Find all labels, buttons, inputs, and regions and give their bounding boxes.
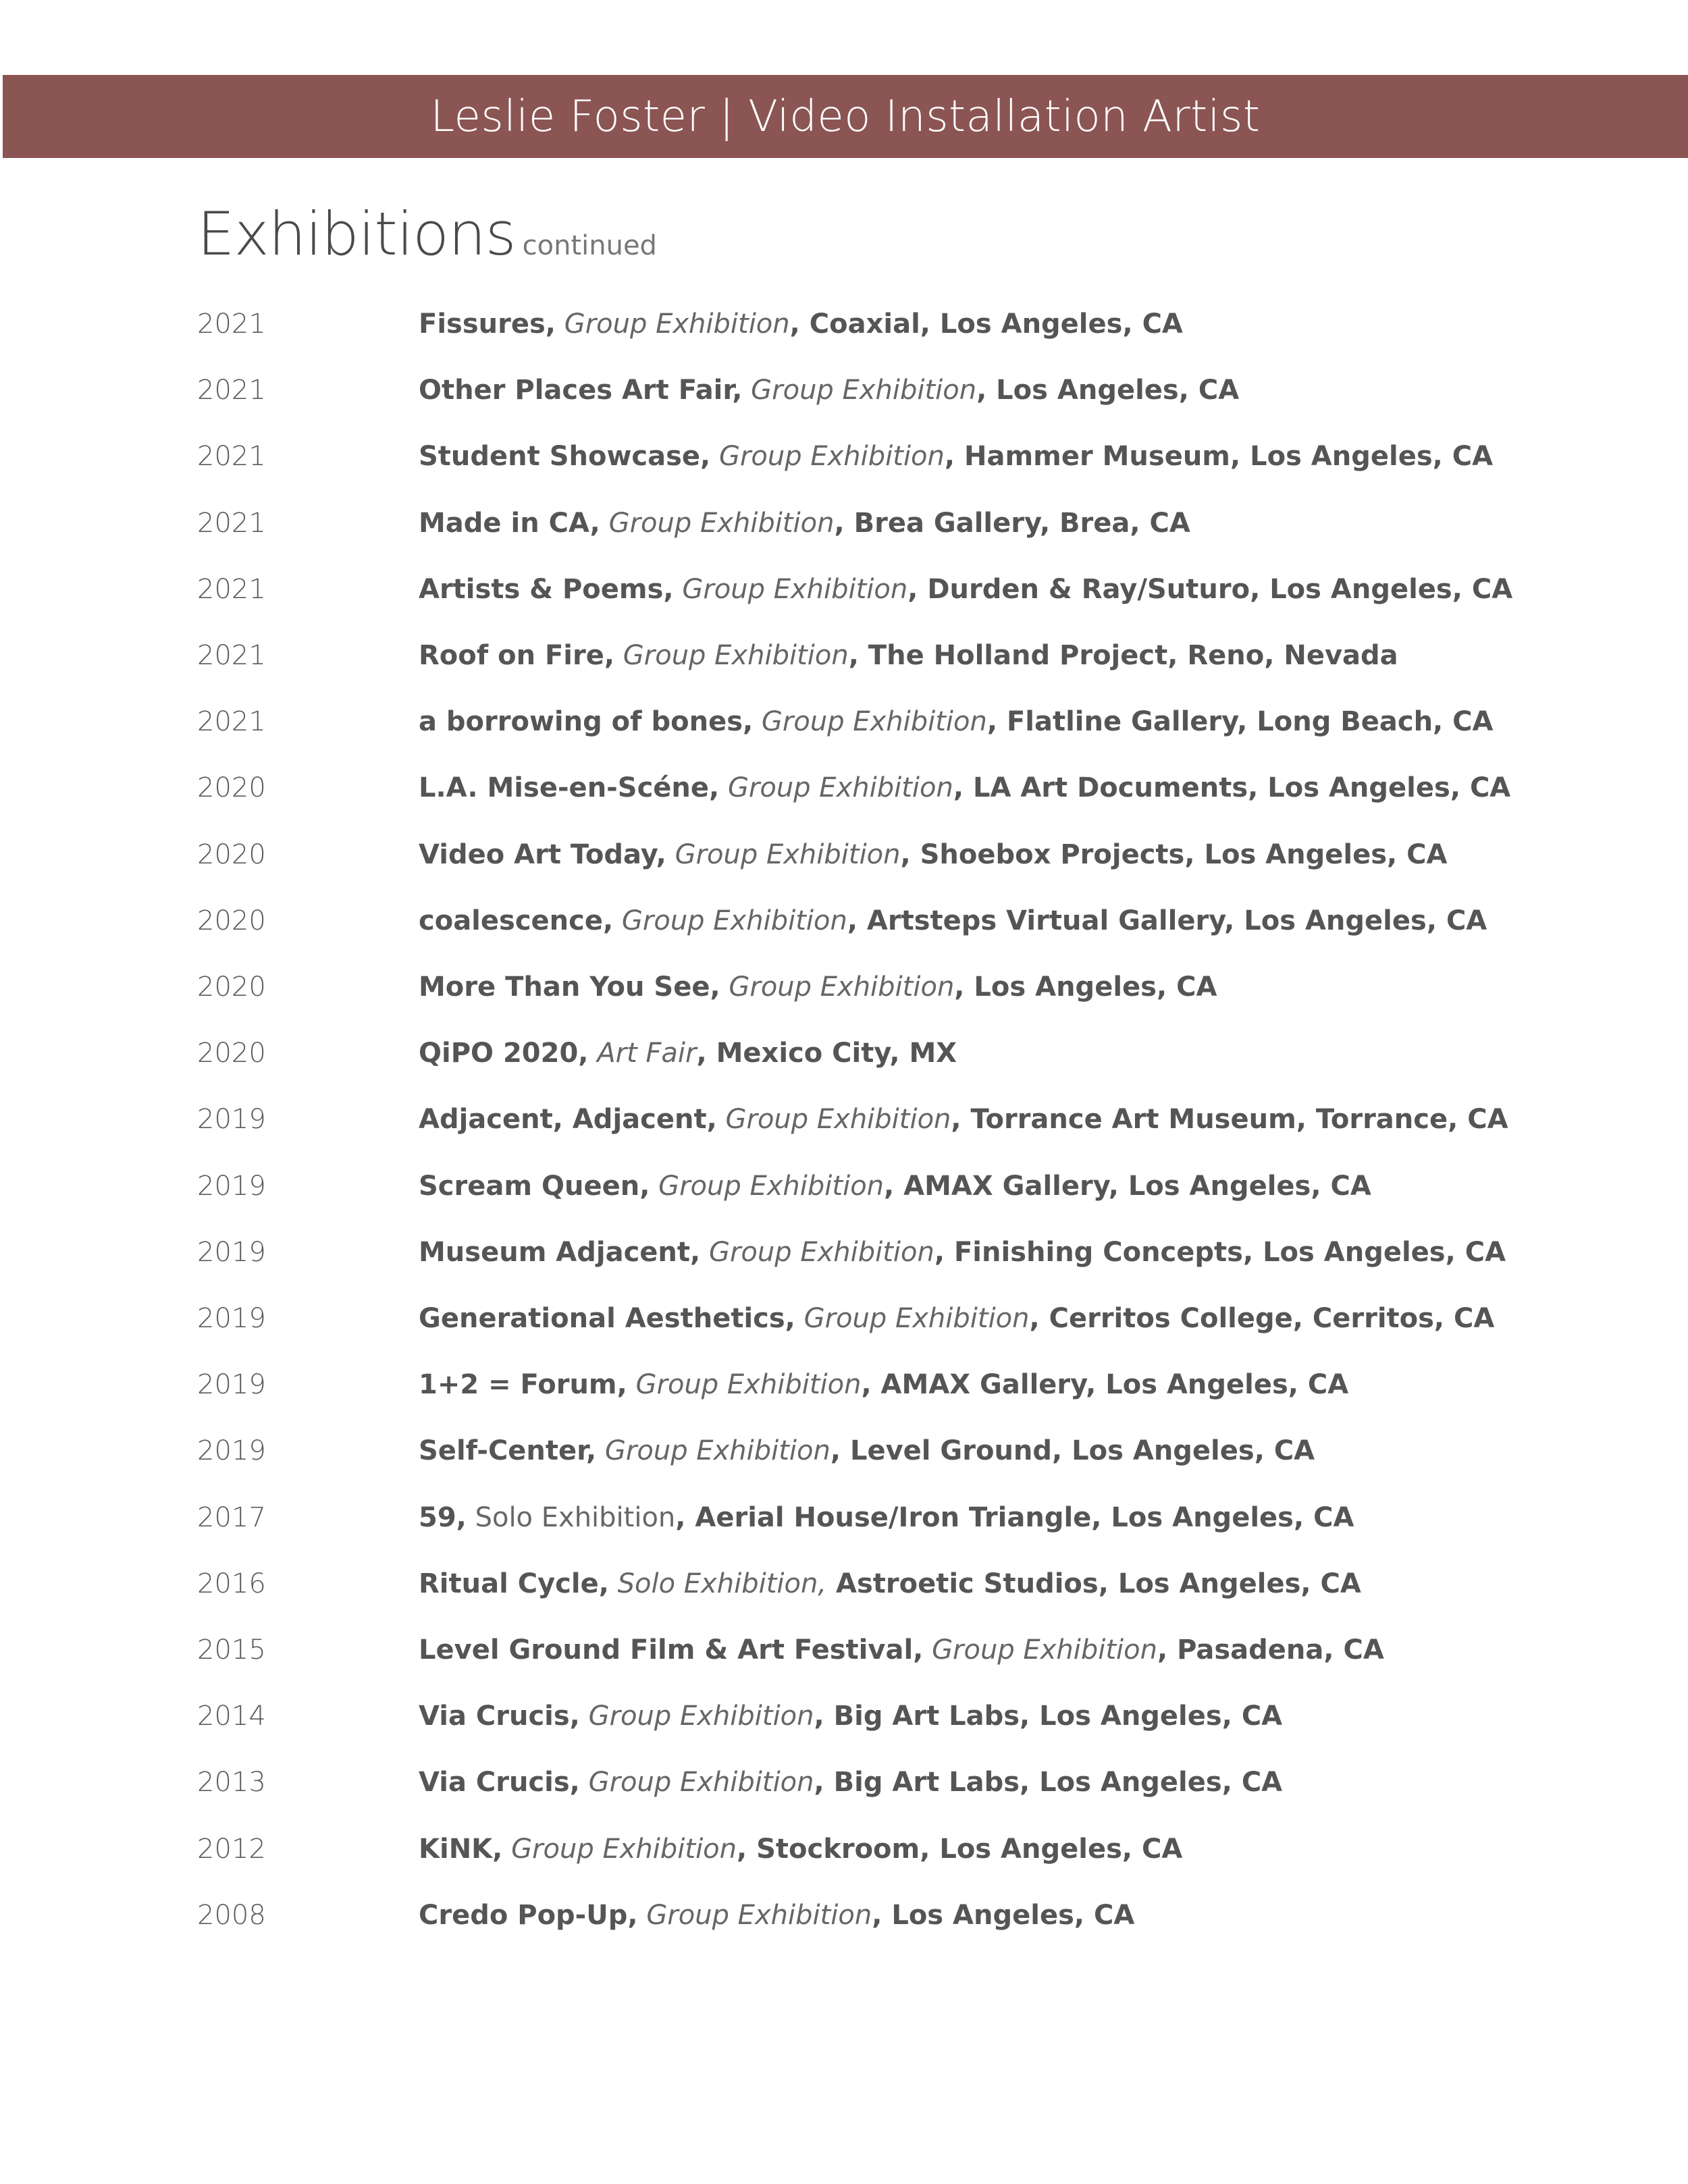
exhibition-name: Artists & Poems, xyxy=(419,574,674,605)
exhibition-year: 2019 xyxy=(197,1104,266,1135)
exhibition-type: Group Exhibition xyxy=(564,309,790,340)
exhibition-venue: , Torrance Art Museum, Torrance, CA xyxy=(951,1104,1508,1135)
exhibition-venue: , Pasadena, CA xyxy=(1157,1634,1384,1666)
exhibition-details xyxy=(419,1298,1494,1339)
exhibition-entry xyxy=(0,1298,1688,1339)
exhibition-venue: , Coaxial, Los Angeles, CA xyxy=(789,309,1183,340)
exhibition-name: Other Places Art Fair, xyxy=(419,375,743,406)
exhibition-entry xyxy=(0,1696,1688,1736)
exhibition-year: 2021 xyxy=(197,706,266,737)
exhibition-year: 2019 xyxy=(197,1237,266,1268)
exhibition-details xyxy=(419,1564,1361,1604)
exhibition-entry xyxy=(0,1099,1688,1140)
exhibition-entry xyxy=(0,901,1688,941)
exhibition-type: Group Exhibition xyxy=(635,1369,862,1400)
exhibition-year: 2020 xyxy=(197,971,266,1003)
exhibition-year: 2008 xyxy=(197,1900,266,1931)
exhibition-venue: , Los Angeles, CA xyxy=(872,1900,1135,1931)
exhibition-year: 2012 xyxy=(197,1834,266,1865)
exhibition-type: Group Exhibition xyxy=(727,772,953,803)
exhibition-venue: , Stockroom, Los Angeles, CA xyxy=(737,1834,1183,1865)
exhibition-details xyxy=(419,635,1398,676)
exhibition-year: 2020 xyxy=(197,905,266,936)
exhibition-entry xyxy=(0,1630,1688,1670)
exhibition-details xyxy=(419,436,1493,477)
exhibition-type: Group Exhibition xyxy=(588,1701,814,1732)
exhibition-entry xyxy=(0,370,1688,410)
exhibition-year: 2021 xyxy=(197,309,266,340)
exhibition-name: Scream Queen, xyxy=(419,1171,650,1202)
exhibition-name: coalescence, xyxy=(419,905,614,936)
exhibition-details xyxy=(419,1232,1506,1273)
exhibition-details xyxy=(419,1431,1315,1471)
section-heading xyxy=(197,199,657,269)
exhibition-type: Solo Exhibition xyxy=(475,1502,676,1533)
exhibition-year: 2019 xyxy=(197,1171,266,1202)
exhibition-year: 2019 xyxy=(197,1369,266,1400)
exhibition-details xyxy=(419,503,1190,543)
exhibition-type: Group Exhibition xyxy=(511,1834,737,1865)
exhibition-entry xyxy=(0,1364,1688,1405)
exhibition-details xyxy=(419,1099,1508,1140)
exhibition-year: 2020 xyxy=(197,1038,266,1069)
exhibition-details xyxy=(419,1497,1354,1538)
exhibition-details xyxy=(419,1033,957,1073)
exhibition-name: More Than You See, xyxy=(419,971,720,1003)
exhibition-type: Group Exhibition xyxy=(621,905,847,936)
exhibition-venue: , Shoebox Projects, Los Angeles, CA xyxy=(900,839,1448,870)
exhibition-year: 2021 xyxy=(197,375,266,406)
exhibition-entry xyxy=(0,1232,1688,1273)
exhibition-type: Art Fair xyxy=(597,1038,697,1069)
exhibition-name: KiNK, xyxy=(419,1834,503,1865)
exhibition-venue: , Aerial House/Iron Triangle, Los Angeles, CA xyxy=(675,1502,1354,1533)
section-subtitle: continued xyxy=(522,230,657,261)
exhibition-year: 2021 xyxy=(197,640,266,671)
exhibition-entry xyxy=(0,304,1688,344)
exhibition-type: Group Exhibition xyxy=(932,1634,1157,1666)
exhibition-type: Group Exhibition xyxy=(588,1767,814,1798)
exhibition-type: Group Exhibition xyxy=(608,508,835,539)
exhibition-details xyxy=(419,370,1239,410)
exhibition-venue: , Brea Gallery, Brea, CA xyxy=(834,508,1190,539)
exhibition-entry xyxy=(0,635,1688,676)
exhibition-venue: , LA Art Documents, Los Angeles, CA xyxy=(953,772,1511,803)
exhibition-name: Level Ground Film & Art Festival, xyxy=(419,1634,924,1666)
exhibition-entry xyxy=(0,1166,1688,1206)
exhibition-details xyxy=(419,1895,1134,1936)
exhibition-type: Group Exhibition xyxy=(803,1303,1030,1334)
section-title: Exhibitions xyxy=(197,199,516,269)
exhibition-entry xyxy=(0,1497,1688,1538)
exhibition-name: Generational Aesthetics, xyxy=(419,1303,795,1334)
exhibition-entry xyxy=(0,1431,1688,1471)
exhibition-details xyxy=(419,1696,1282,1736)
exhibition-year: 2020 xyxy=(197,839,266,870)
exhibition-details xyxy=(419,1364,1348,1405)
exhibition-type: Group Exhibition xyxy=(729,971,955,1003)
exhibition-name: Via Crucis, xyxy=(419,1767,580,1798)
exhibition-venue: , Big Art Labs, Los Angeles, CA xyxy=(814,1767,1283,1798)
header-banner xyxy=(3,75,1688,158)
exhibition-name: 59, xyxy=(419,1502,467,1533)
exhibition-details xyxy=(419,768,1510,808)
exhibition-details xyxy=(419,1166,1371,1206)
exhibition-year: 2013 xyxy=(197,1767,266,1798)
exhibition-type: Group Exhibition xyxy=(658,1171,885,1202)
exhibition-year: 2019 xyxy=(197,1435,266,1466)
exhibition-entry xyxy=(0,1895,1688,1936)
exhibition-venue: , AMAX Gallery, Los Angeles, CA xyxy=(861,1369,1349,1400)
exhibition-entry xyxy=(0,1564,1688,1604)
exhibition-type: Group Exhibition xyxy=(725,1104,951,1135)
exhibition-name: Fissures, xyxy=(419,309,556,340)
exhibition-entry xyxy=(0,503,1688,543)
exhibition-type: Solo Exhibition, xyxy=(617,1568,827,1599)
exhibition-type: Group Exhibition xyxy=(751,375,977,406)
exhibition-details xyxy=(419,569,1512,610)
exhibition-details xyxy=(419,304,1183,344)
exhibition-venue: , The Holland Project, Reno, Nevada xyxy=(848,640,1398,671)
exhibition-details xyxy=(419,1762,1282,1803)
exhibition-name: L.A. Mise-en-Scéne, xyxy=(419,772,720,803)
exhibition-year: 2017 xyxy=(197,1502,266,1533)
exhibition-entry xyxy=(0,436,1688,477)
exhibition-year: 2021 xyxy=(197,574,266,605)
exhibition-details xyxy=(419,967,1217,1007)
exhibition-name: Museum Adjacent, xyxy=(419,1237,701,1268)
exhibition-name: Adjacent, Adjacent, xyxy=(419,1104,717,1135)
exhibition-venue: , Los Angeles, CA xyxy=(954,971,1217,1003)
exhibition-year: 2020 xyxy=(197,772,266,803)
exhibition-name: Via Crucis, xyxy=(419,1701,580,1732)
exhibition-name: Video Art Today, xyxy=(419,839,666,870)
exhibition-venue: , Los Angeles, CA xyxy=(976,375,1240,406)
exhibition-type: Group Exhibition xyxy=(646,1900,872,1931)
exhibition-venue: , Hammer Museum, Los Angeles, CA xyxy=(944,441,1494,472)
exhibition-name: QiPO 2020, xyxy=(419,1038,589,1069)
exhibition-type: Group Exhibition xyxy=(718,441,945,472)
exhibition-venue: , Mexico City, MX xyxy=(696,1038,957,1069)
exhibition-name: Ritual Cycle, xyxy=(419,1568,609,1599)
exhibition-venue: Astroetic Studios, Los Angeles, CA xyxy=(826,1568,1361,1599)
exhibition-entry xyxy=(0,1829,1688,1869)
exhibition-year: 2019 xyxy=(197,1303,266,1334)
exhibition-name: Self-Center, xyxy=(419,1435,597,1466)
exhibition-year: 2014 xyxy=(197,1701,266,1732)
exhibition-details xyxy=(419,901,1487,941)
exhibition-details xyxy=(419,1630,1384,1670)
exhibition-entry xyxy=(0,1033,1688,1073)
exhibition-venue: , AMAX Gallery, Los Angeles, CA xyxy=(884,1171,1371,1202)
exhibition-name: Student Showcase, xyxy=(419,441,711,472)
exhibition-venue: , Big Art Labs, Los Angeles, CA xyxy=(814,1701,1283,1732)
exhibition-venue: , Finishing Concepts, Los Angeles, CA xyxy=(934,1237,1506,1268)
exhibition-venue: , Level Ground, Los Angeles, CA xyxy=(830,1435,1315,1466)
exhibition-name: Roof on Fire, xyxy=(419,640,615,671)
exhibition-year: 2021 xyxy=(197,508,266,539)
exhibition-year: 2015 xyxy=(197,1634,266,1666)
exhibition-type: Group Exhibition xyxy=(623,640,849,671)
exhibition-name: 1+2 = Forum, xyxy=(419,1369,627,1400)
exhibition-details xyxy=(419,701,1493,742)
exhibition-name: Credo Pop-Up, xyxy=(419,1900,638,1931)
exhibition-name: a borrowing of bones, xyxy=(419,706,754,737)
exhibition-entry xyxy=(0,834,1688,875)
exhibition-venue: , Durden & Ray/Suturo, Los Angeles, CA xyxy=(907,574,1513,605)
exhibition-name: Made in CA, xyxy=(419,508,600,539)
page-title: Leslie Foster | Video Installation Artist xyxy=(430,91,1261,142)
exhibition-entry xyxy=(0,768,1688,808)
exhibition-details xyxy=(419,834,1447,875)
exhibition-type: Group Exhibition xyxy=(675,839,901,870)
exhibition-type: Group Exhibition xyxy=(708,1237,934,1268)
exhibition-entry xyxy=(0,701,1688,742)
exhibition-venue: , Cerritos College, Cerritos, CA xyxy=(1029,1303,1495,1334)
exhibition-venue: , Flatline Gallery, Long Beach, CA xyxy=(986,706,1494,737)
exhibition-entry xyxy=(0,967,1688,1007)
exhibition-type: Group Exhibition xyxy=(761,706,987,737)
exhibition-type: Group Exhibition xyxy=(604,1435,830,1466)
exhibition-details xyxy=(419,1829,1182,1869)
exhibition-entry xyxy=(0,569,1688,610)
exhibition-venue: , Artsteps Virtual Gallery, Los Angeles, CA xyxy=(847,905,1487,936)
exhibition-year: 2021 xyxy=(197,441,266,472)
exhibition-year: 2016 xyxy=(197,1568,266,1599)
exhibition-entry xyxy=(0,1762,1688,1803)
exhibition-type: Group Exhibition xyxy=(682,574,908,605)
